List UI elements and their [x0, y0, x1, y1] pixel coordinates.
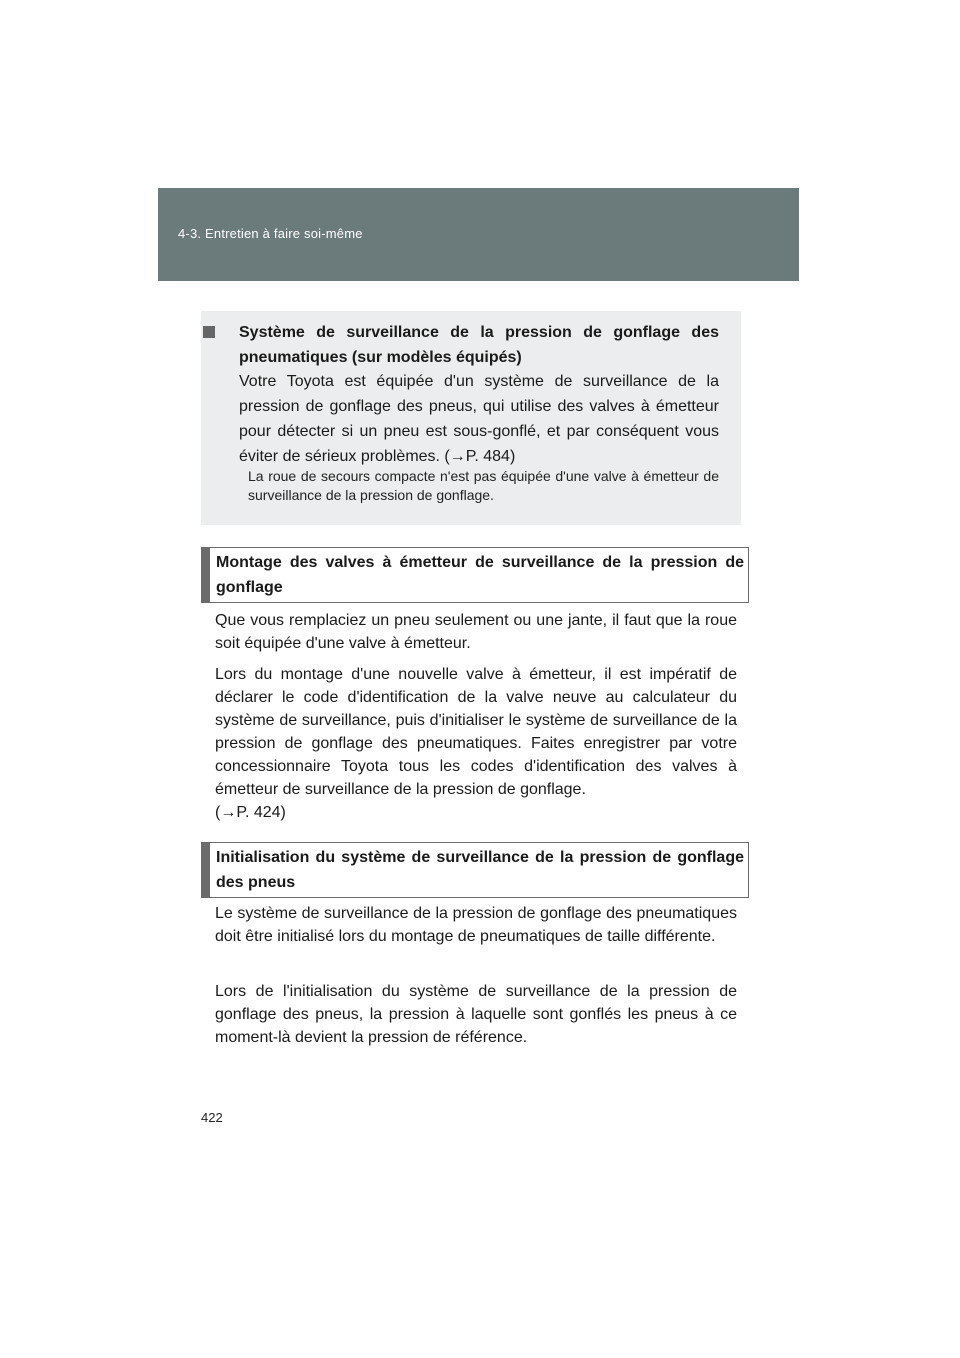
section-heading-initialisation: Initialisation du système de surveillance de la pression de gonflage des pneus	[201, 842, 749, 898]
paragraph: Que vous remplaciez un pneu seulement ou une jante, il faut que la roue soit équipée d'une valve à émetteur.	[215, 612, 737, 652]
page-number: 422	[201, 1110, 223, 1125]
section-heading-valve-mounting: Montage des valves à émetteur de surveillance de la pression de gonflage	[201, 547, 749, 603]
chapter-header	[158, 188, 799, 281]
page-reference: (→P. 424)	[215, 804, 286, 821]
chapter-title: 4-3. Entretien à faire soi-même	[178, 226, 363, 241]
paragraph: Lors de l'initialisation du système de surveillance de la pression de gonflage des pneus, la pression à laquelle sont gonflés les pneus à ce moment-là devient la pression de référence.	[215, 983, 737, 1046]
info-note: La roue de secours compacte n'est pas équipée d'une valve à émetteur de surveillance de la pression de gonflage.	[248, 468, 719, 503]
info-box	[201, 311, 741, 525]
paragraph: Lors du montage d'une nouvelle valve à émetteur, il est impératif de déclarer le code d'identification de la valve neuve au calculateur du système de surveillance, puis d'initialiser le système de surveillance de la pression de gonflage des pneumatiques. Faites enregistrer par votre concessionnaire Toyota tous les codes d'identification des valves à émetteur de surveillance de la pression de gonflage.	[215, 666, 737, 798]
paragraph: Le système de surveillance de la pression de gonflage des pneumatiques doit être initialisé lors du montage de pneumatiques de taille différente.	[215, 905, 737, 945]
info-title: Système de surveillance de la pression de gonflage des pneumatiques (sur modèles équipés)	[223, 320, 719, 370]
info-body: Votre Toyota est équipée d'un système de surveillance de la pression de gonflage des pneus, qui utilise des valves à émetteur pour détecter si un pneu est sous-gonflé, et par conséquent vous éviter de sérieux problèmes. (→P. 484)	[239, 373, 719, 465]
square-bullet-icon	[203, 326, 215, 338]
